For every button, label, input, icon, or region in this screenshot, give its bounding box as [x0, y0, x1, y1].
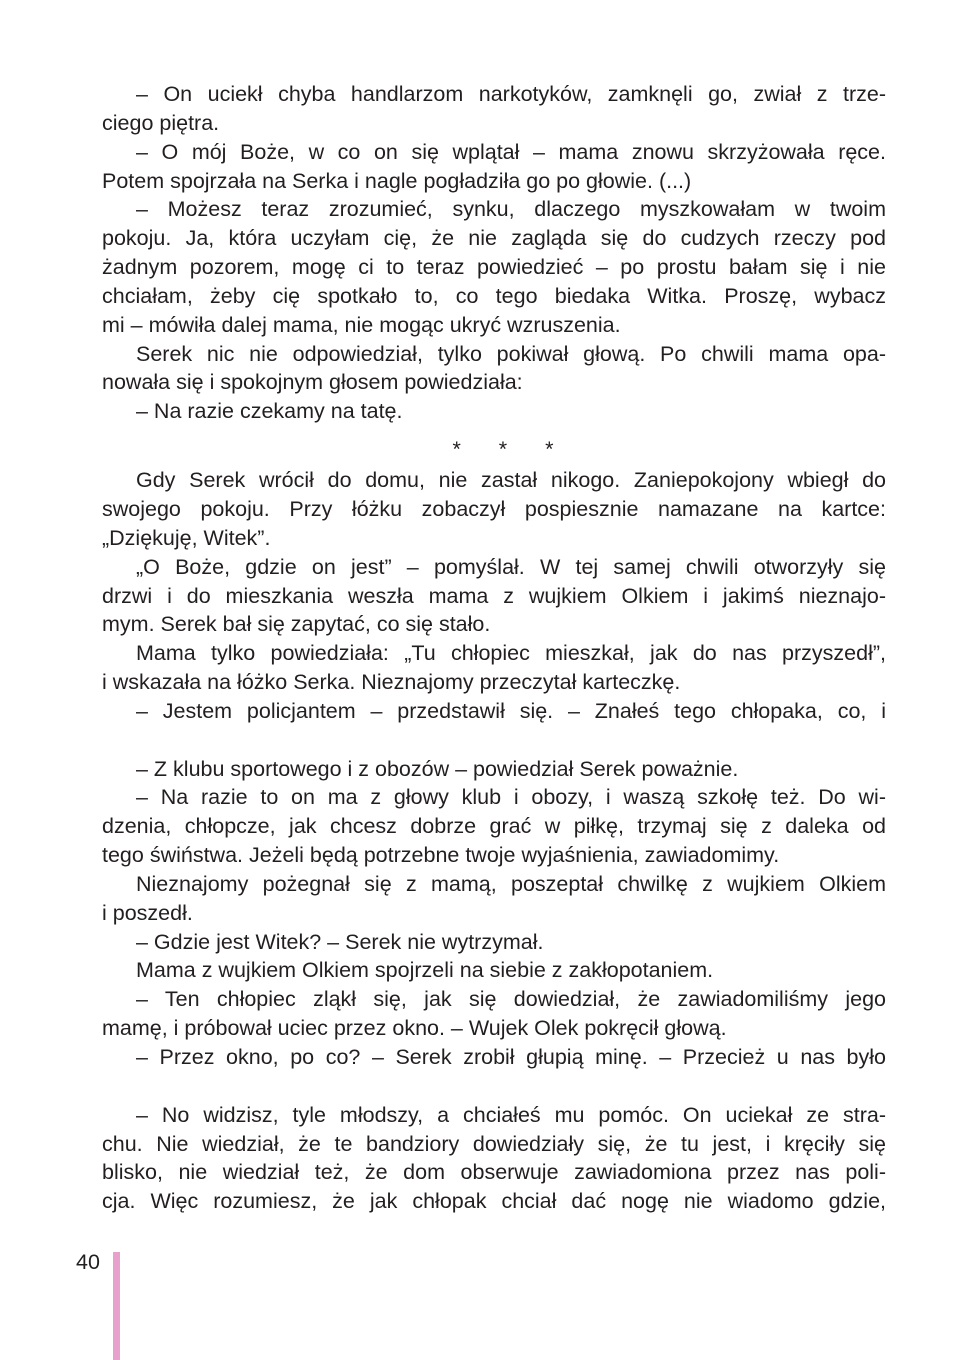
text-line: – Przez okno, po co? – Serek zrobił głupią minę. – Przecież u nas było — [136, 1045, 886, 1069]
text-line: nowała się i spokojnym głosem powiedziała: — [102, 370, 523, 395]
text-line: Mama tylko powiedziała: „Tu chłopiec mieszkał, jak do nas przyszedł”, — [136, 641, 886, 666]
page-text — [102, 80, 886, 1216]
text-line: i wskazała na łóżko Serka. Nieznajomy przeczytał karteczkę. — [102, 670, 681, 695]
section-separator: * * * — [452, 437, 570, 462]
text-line — [102, 1072, 886, 1101]
text-line: – Z klubu sportowego i z obozów – powiedział Serek poważnie. — [136, 756, 739, 781]
text-line: blisko, nie wiedział też, że dom obserwuje zawiadomiona przez nas poli- — [102, 1160, 886, 1185]
text-line: żadnym pozorem, mogę ci to teraz powiedzieć – po prostu bałam się i nie — [102, 255, 886, 280]
text-line: ciego piętra. — [102, 110, 220, 135]
text-line: Nieznajomy pożegnał się z mamą, poszeptał chwilkę z wujkiem Olkiem — [136, 871, 886, 896]
text-line: – Ten chłopiec zląkł się, jak się dowiedział, że zawiadomiliśmy jego — [136, 987, 886, 1012]
text-line: mym. Serek bał się zapytać, co się stało. — [102, 612, 491, 637]
text-line: – Jestem policjantem – przedstawił się. – Znałeś tego chłopaka, co, i — [136, 698, 886, 723]
text-line: – Na razie czekamy na tatę. — [136, 399, 403, 424]
text-line: drzwi i do mieszkania weszła mama z wujkiem Olkiem i jakimś nieznajo- — [102, 583, 886, 608]
page-number: 40 — [76, 1250, 100, 1274]
text-line: tego świństwa. Jeżeli będą potrzebne twoje wyjaśnienia, zawiadomimy. — [102, 843, 780, 868]
text-line: mamę, i próbował uciec przez okno. – Wujek Olek pokręcił głową. — [102, 1016, 727, 1041]
text-line: – Na razie to on ma z głowy klub i obozy, i waszą szkołę też. Do wi- — [136, 785, 886, 810]
text-line: Mama z wujkiem Olkiem spojrzeli na siebie z zakłopotaniem. — [136, 958, 714, 983]
text-line: chciałam, żeby cię spotkało to, co tego biedaka Witka. Proszę, wybacz — [102, 283, 886, 308]
text-line: swojego pokoju. Przy łóżku zobaczył pospiesznie namazane na kartce: — [102, 496, 886, 521]
text-line: Serek nic nie odpowiedział, tylko pokiwał głową. Po chwili mama opa- — [136, 341, 886, 366]
text-line: i poszedł. — [102, 900, 193, 925]
page-margin-bar — [113, 1252, 120, 1360]
text-line: mi – mówiła dalej mama, nie mogąc ukryć wzruszenia. — [102, 312, 621, 337]
text-line: dzenia, chłopcze, jak chcesz dobrze grać w piłkę, trzymaj się z daleka od — [102, 814, 886, 839]
text-line: „Dziękuję, Witek”. — [102, 525, 271, 550]
text-line: Potem spojrzała na Serka i nagle pogładziła go po głowie. (...) — [102, 168, 692, 193]
text-line: – Gdzie jest Witek? – Serek nie wytrzymał. — [136, 929, 544, 954]
text-line: pokoju. Ja, która uczyłam cię, że nie zagląda się do cudzych rzeczy pod — [102, 226, 886, 251]
text-line: cja. Więc rozumiesz, że jak chłopak chciał dać nogę nie wiadomo gdzie, — [102, 1189, 886, 1214]
text-line: Gdy Serek wrócił do domu, nie zastał nikogo. Zaniepokojony wbiegł do — [136, 468, 886, 493]
text-line: „O Boże, gdzie on jest” – pomyślał. W tej samej chwili otworzyły się — [136, 554, 886, 579]
text-line: chu. Nie wiedział, że te bandziory dowiedziały się, że tu jest, i kręciły się — [102, 1131, 886, 1156]
text-line: – Możesz teraz zrozumieć, synku, dlaczego myszkowałam w twoim — [136, 197, 886, 222]
text-line: – On uciekł chyba handlarzom narkotyków, zamknęli go, zwiał z trze- — [136, 82, 886, 106]
text-line: – O mój Boże, w co on się wplątał – mama znowu skrzyżowała ręce. — [136, 139, 886, 164]
text-line — [102, 726, 886, 755]
text-line: – No widzisz, tyle młodszy, a chciałeś mu pomóc. On uciekał ze stra- — [136, 1102, 886, 1127]
